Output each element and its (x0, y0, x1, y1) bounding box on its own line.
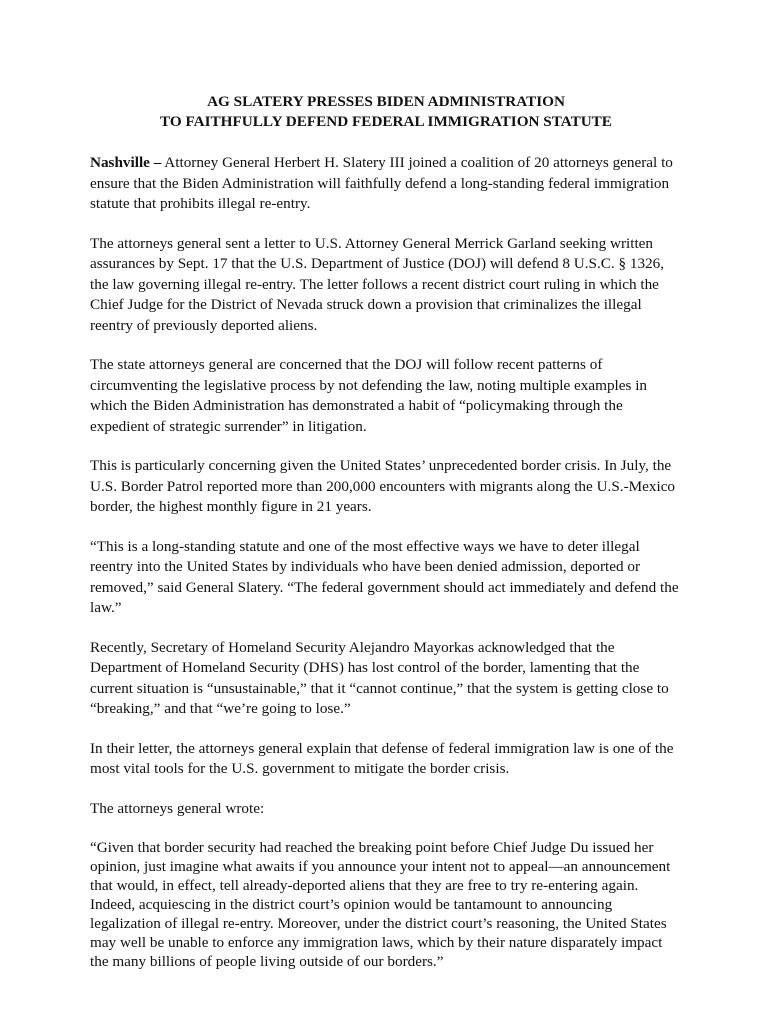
paragraph-slatery-quote: “This is a long-standing statute and one of the most effective ways we have to deter illegal reentry into the United States by individuals who have been denied admission, deported or removed,” said General Slatery. “The federal government should act immediately and defend the law.” (90, 537, 679, 616)
title-line-2: TO FAITHFULLY DEFEND FEDERAL IMMIGRATION STATUTE (160, 113, 612, 130)
paragraph-defense: In their letter, the attorneys general explain that defense of federal immigration law is one of the most vital tools for the U.S. government to mitigate the border crisis. (90, 739, 674, 777)
paragraph-lead-text: Attorney General Herbert H. Slatery III joined a coalition of 20 attorneys general to ensure that the Biden Administration will faithfully defend a long-standing federal immigration statute that prohibits illegal re-entry. (90, 154, 673, 212)
title-line-1: AG SLATERY PRESSES BIDEN ADMINISTRATION (207, 93, 565, 110)
paragraph-mayorkas: Recently, Secretary of Homeland Security Alejandro Mayorkas acknowledged that the Department of Homeland Security (DHS) has lost control of the border, lamenting that the current situation is “unsustainable,” that it “cannot continue,” that the system is getting close to “breaking,” and that “we’re going to lose.” (90, 638, 669, 717)
paragraph-letter-quote: “Given that border security had reached the breaking point before Chief Judge Du issued her opinion, just imagine what awaits if you announce your intent not to appeal—an announcement that would, in effect, tell already-deported aliens that they are free to try re-entering again. Indeed, acquiescing in the district court’s opinion would be tantamount to announcing legalization of illegal re-entry. Moreover, under the district court’s reasoning, the United States may well be unable to enforce any immigration laws, which by their nature disparately impact the many billions of people living outside of our borders.” (90, 839, 671, 970)
paragraph-border-crisis: This is particularly concerning given the United States’ unprecedented border crisis. In July, the U.S. Border Patrol reported more than 200,000 encounters with migrants along the U.S.-Mexico border, the highest monthly figure in 21 years. (90, 457, 676, 515)
paragraph-wrote: The attorneys general wrote: (90, 799, 265, 817)
paragraph-letter: The attorneys general sent a letter to U.S. Attorney General Merrick Garland seeking written assurances by Sept. 17 that the U.S. Department of Justice (DOJ) will defend 8 U.S.C. § 1326, the law governing illegal re-entry. The letter follows a recent district court ruling in which the Chief Judge for the District of Nevada struck down a provision that criminalizes the illegal reentry of previously deported aliens. (90, 234, 665, 334)
dateline: Nashville – (90, 154, 162, 171)
press-release-title (90, 92, 682, 132)
press-release-page (90, 92, 682, 990)
paragraph-lead (90, 153, 682, 215)
paragraph-concern: The state attorneys general are concerned that the DOJ will follow recent patterns of circumventing the legislative process by not defending the law, noting multiple examples in which the Biden Administration has demonstrated a habit of “policymaking through the expedient of strategic surrender” in litigation. (90, 356, 648, 435)
